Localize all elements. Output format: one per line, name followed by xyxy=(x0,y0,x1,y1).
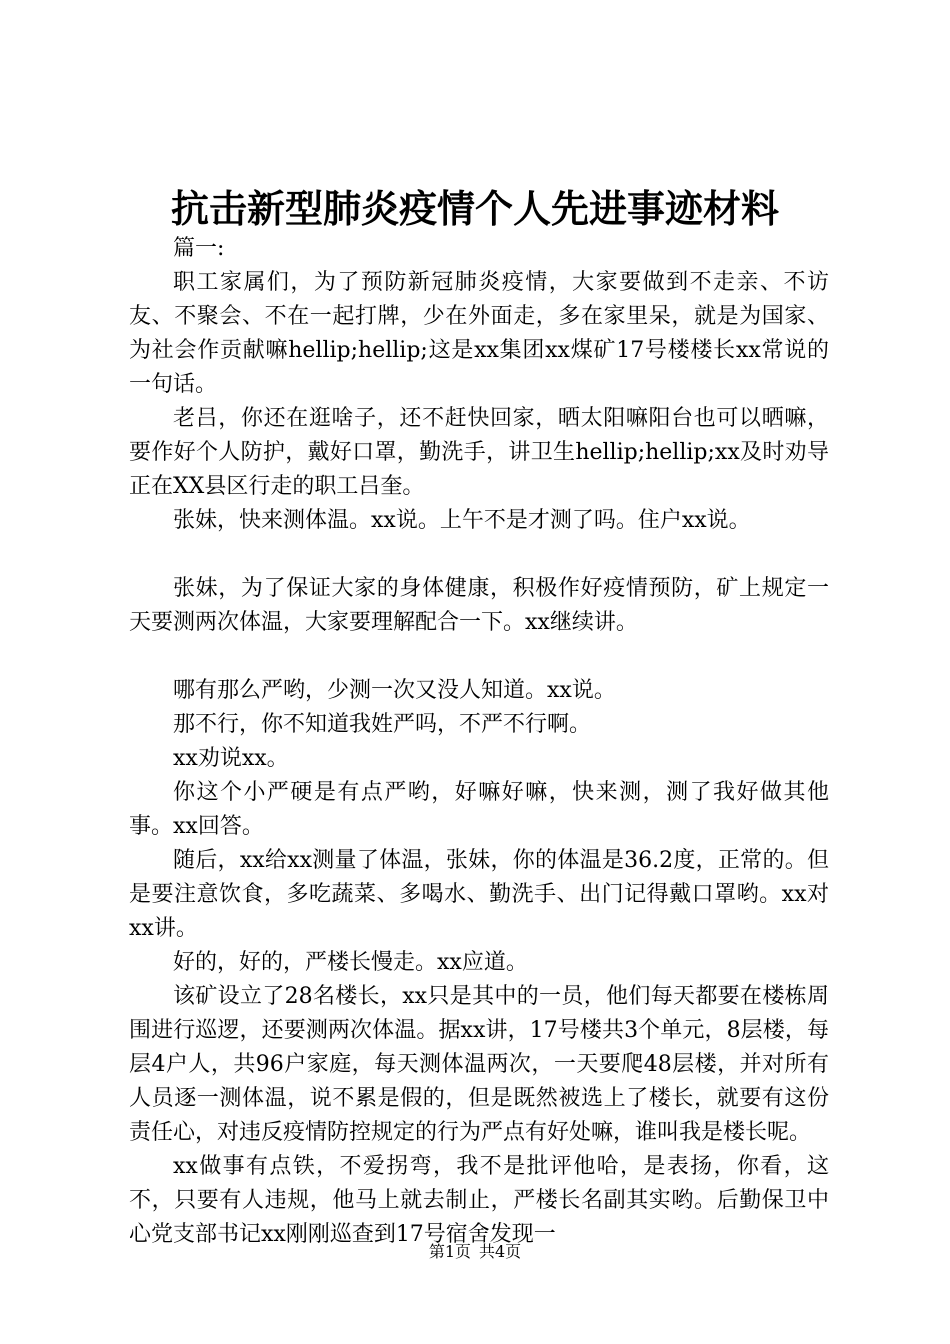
paragraph: 你这个小严硬是有点严哟，好嘛好嘛，快来测，测了我好做其他事。xx回答。 xyxy=(129,780,829,839)
paragraph: xx做事有点铁，不爱拐弯，我不是批评他哈，是表扬，你看，这不，只要有人违规，他马上就去制止，严楼长名副其实哟。后勤保卫中心党支部书记xx刚刚巡查到17号宿舍发现一 xyxy=(129,1154,829,1247)
paragraph: 随后，xx给xx测量了体温，张妹，你的体温是36.2度，正常的。但是要注意饮食，多吃蔬菜、多喝水、勤洗手、出门记得戴口罩哟。xx对xx讲。 xyxy=(129,848,829,941)
paragraph: 那不行，你不知道我姓严吗，不严不行啊。 xyxy=(173,712,592,737)
paragraph: 张妹，快来测体温。xx说。上午不是才测了吗。住户xx说。 xyxy=(173,508,751,533)
paragraph: 篇一: xyxy=(173,236,225,261)
paragraph: 职工家属们，为了预防新冠肺炎疫情，大家要做到不走亲、不访友、不聚会、不在一起打牌，少在外面走，多在家里呆，就是为国家、为社会作贡献嘛hellip;hellip;这是xx集团xx煤矿17号楼楼长xx常说的一句话。 xyxy=(129,270,829,397)
page-footer xyxy=(0,1241,950,1263)
page-total: 共4页 xyxy=(479,1242,522,1261)
paragraph: 张妹，为了保证大家的身体健康，积极作好疫情预防，矿上规定一天要测两次体温，大家要理解配合一下。xx继续讲。 xyxy=(129,576,829,635)
paragraph: 哪有那么严哟，少测一次又没人知道。xx说。 xyxy=(173,678,616,703)
paragraph: 好的，好的，严楼长慢走。xx应道。 xyxy=(173,950,528,975)
paragraph: 该矿设立了28名楼长，xx只是其中的一员，他们每天都要在楼栋周围进行巡逻，还要测两次体温。据xx讲，17号楼共3个单元，8层楼，每层4户人，共96户家庭，每天测体温两次，一天要爬48层楼，并对所有人员逐一测体温，说不累是假的，但是既然被选上了楼长，就要有这份责任心，对违反疫情防控规定的行为严点有好处嘛，谁叫我是楼长呢。 xyxy=(129,984,829,1145)
paragraph: xx劝说xx。 xyxy=(173,746,289,771)
document-title: 抗击新型肺炎疫情个人先进事迹材料 xyxy=(170,186,779,231)
paragraph: 老吕，你还在逛啥子，还不赶快回家，晒太阳嘛阳台也可以晒嘛，要作好个人防护，戴好口罩，勤洗手，讲卫生hellip;hellip;xx及时劝导正在XX县区行走的职工吕奎。 xyxy=(129,406,829,499)
page-number: 第1页 xyxy=(428,1242,471,1261)
document-body xyxy=(129,232,829,1252)
